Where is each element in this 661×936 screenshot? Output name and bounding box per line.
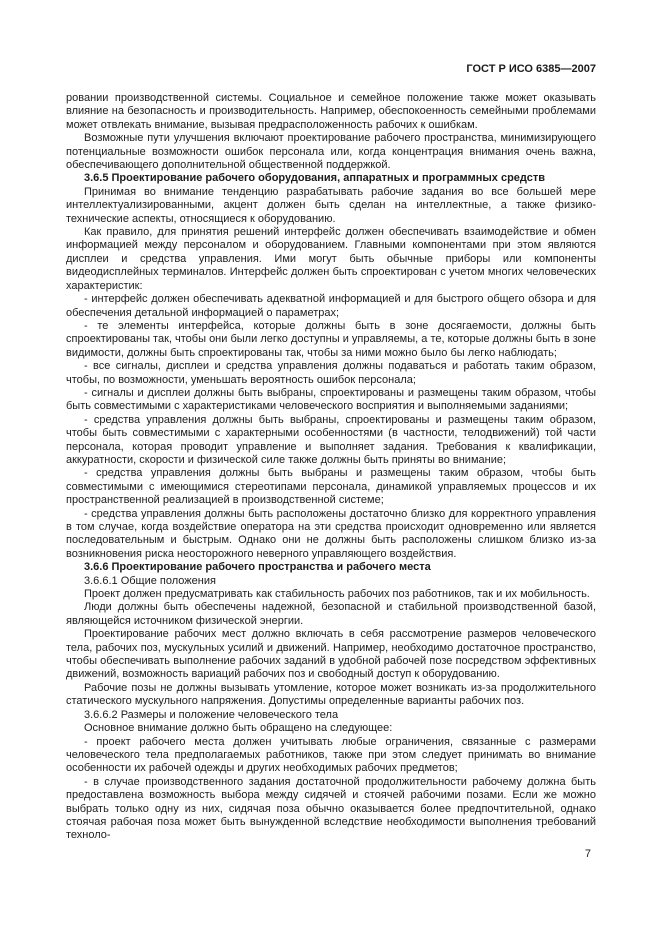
list-item: - сигналы и дисплеи должны быть выбраны, спроектированы и размещены таким образом, чтобы быть совместимыми с характеристиками человеческого восприятия и выполняемыми заданиями;	[66, 386, 596, 413]
page-number: 7	[584, 848, 591, 860]
paragraph: Рабочие позы не должны вызывать утомление, которое может возникать из-за продолжительного статического мускульного напряжения. Допустимы определенные варианты рабочих поз.	[66, 681, 596, 708]
list-item: - интерфейс должен обеспечивать адекватной информацией и для быстрого общего обзора и для обеспечения детальной информацией о параметрах;	[66, 293, 596, 319]
subsection-heading: 3.6.6.1 Общие положения	[84, 574, 216, 587]
paragraph: Проектирование рабочих мест должно включать в себя рассмотрение размеров человеческого тела, рабочих поз, мускульных усилий и движений. Например, необходимо достаточное пространство, чтобы обеспечивать выполнение рабочих заданий в удобной рабочей позе посредством эффективных движений, возможность вариаций рабочих поз и свободный доступ к оборудованию.	[66, 628, 596, 681]
paragraph: Люди должны быть обеспечены надежной, безопасной и стабильной производственной базой, являющейся источником физической энергии.	[66, 601, 596, 627]
paragraph: Проект должен предусматривать как стабильность рабочих поз работников, так и их мобильность.	[84, 588, 590, 601]
list-item: - все сигналы, дисплеи и средства управления должны подаваться и работать таким образом, чтобы, по возможности, уменьшать вероятность ошибок персонала;	[66, 360, 596, 386]
paragraph: Как правило, для принятия решений интерфейс должен обеспечивать взаимодействие и обмен информацией между персоналом и оборудованием. Главными компонентами при этом являются дисплеи и средства управления. Ими могут быть обычные приборы или компоненты видеодисплейных терминалов. Интерфейс должен быть спроектирован с учетом многих человеческих характеристик:	[66, 226, 596, 292]
paragraph: Принимая во внимание тенденцию разрабатывать рабочие задания во все большей мере интеллектуализированными, акцент должен быть сделан на интеллектные, а также физико-технические аспекты, относящиеся к оборудованию.	[66, 185, 596, 225]
list-item: - те элементы интерфейса, которые должны быть в зоне досягаемости, должны быть спроектированы так, чтобы они были легко доступны и управляемы, а те, которые должны быть в зоне видимости, должны быть спроектированы так, чтобы за ними можно было бы легко наблюдать;	[66, 319, 596, 359]
section-heading: 3.6.5 Проектирование рабочего оборудования, аппаратных и программных средств	[84, 172, 546, 185]
paragraph: Основное внимание должно быть обращено на следующее:	[84, 722, 393, 735]
subsection-heading: 3.6.6.2 Размеры и положение человеческого тела	[84, 708, 339, 721]
list-item: - в случае производственного задания достаточной продолжительности рабочему должна быть предоставлена возможность выбора между сидячей и стоячей рабочими позами. Если же можно выбрать только одну из них, сидячая поза обычно оказывается более предпочтительной, однако стоячая рабочая поза может быть вынужденной вследствие необходимости выполнения требований техноло-	[66, 775, 596, 842]
document-number-header: ГОСТ Р ИСО 6385—2007	[466, 63, 596, 75]
paragraph: Возможные пути улучшения включают проектирование рабочего пространства, минимизирующего потенциальные возможности ошибок персонала или, когда концентрация внимания очень важна, обеспечивающего дополнительной общественной поддержкой.	[66, 132, 596, 172]
section-heading: 3.6.6 Проектирование рабочего пространства и рабочего места	[84, 561, 431, 574]
list-item: - средства управления должны быть расположены достаточно близко для корректного управления в том случае, когда воздействие оператора на эти средства происходит одновременно или является последовательным и быстрым. Однако они не должны быть расположены слишком близко из-за возникновения риска неосторожного неверного управляющего воздействия.	[66, 507, 596, 560]
list-item: - средства управления должны быть выбраны, спроектированы и размещены таким образом, чтобы быть совместимыми с характерными особенностями (в частности, телодвижений) той части персонала, которая проводит управление и выполняет задания. Требования к квалификации, аккуратности, скорости и физической силе также должны быть приняты во внимание;	[66, 413, 596, 466]
list-item: - средства управления должны быть выбраны и размещены таким образом, чтобы быть совместимыми с имеющимися стереотипами персонала, динамикой управляемых процессов и их пространственной реализацией в производственной системе;	[66, 467, 596, 507]
paragraph: ровании производственной системы. Социальное и семейное положение также может оказывать влияние на безопасность и производительность. Например, обеспокоенность семейными проблемами может отвлекать внимание, вызывая предрасположенность рабочих к ошибкам.	[66, 92, 596, 131]
list-item: - проект рабочего места должен учитывать любые ограничения, связанные с размерами человеческого тела предполагаемых работников, также при этом следует принимать во внимание особенности их рабочей одежды и других необходимых рабочих предметов;	[66, 735, 596, 775]
document-body	[66, 92, 596, 843]
